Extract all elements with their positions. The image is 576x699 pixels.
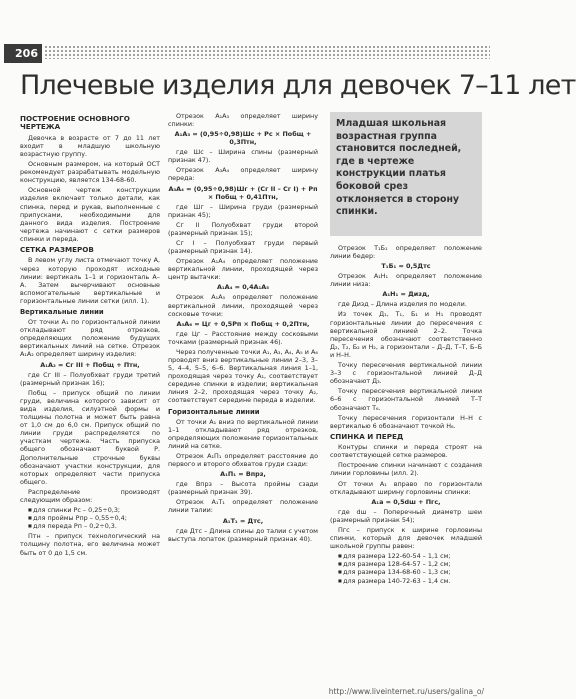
footer-url: http://www.liveinternet.ru/users/galina_o/ [328, 687, 484, 696]
paragraph: Основной чертеж конструкции изделия включает только детали, как спинка, перед и рукав, выполненные с припусками, необходимыми для данного вида изделия. Построение чертежа начинают с сетки размеров спинки и переда. [20, 186, 160, 243]
column-right [330, 112, 482, 587]
subsection-heading: Горизонтальные линии [168, 407, 260, 416]
paragraph: Точку пересечения вертикальной линии 6–6 с горизонтальной линией Т–Т обозначают Т₆. [330, 387, 482, 412]
list-item: ■ для размера 134-68-60 – 1,3 см; [338, 568, 482, 576]
paragraph: Точку пересечения вертикальной линии 3–3 с горизонтальной линией Д–Д обозначают Д₃. [330, 361, 482, 386]
subsection-heading: Вертикальные линии [20, 308, 104, 316]
formula: А₁А₂ = Сг III + Побщ + Птн, [40, 360, 140, 369]
paragraph: Через полученные точки А₁, А₃, А₄, А₅ и А₆ проводят вниз вертикальные линии 2–3, 3–5, 4–4, 5–5, 6–6. Вертикальная линия 1–1, проходящая через точку А₁, соответствует середине спинки в изделии; вертикальная линия 2–2, проходящая через точку А₂, соответствует середине переда в изделии. [168, 347, 318, 405]
formula: Т₁Б₁ = 0,5Дтс [381, 262, 431, 271]
page-number: 206 [4, 44, 42, 63]
paragraph: Пгс – припуск к ширине горловины спинки, который для девочек младшей школьной группы равен: [330, 525, 482, 551]
paragraph: Отрезок А₁А₃ определяет ширину спинки: [168, 112, 318, 129]
section-heading: СПИНКА И ПЕРЕД [330, 431, 404, 441]
paragraph: От точки А₁ по горизонтальной линии откладывают ряд отрезков, определяющих положение будущих вертикальных линий на сетке. Отрезок А₁А₂ определяет ширину изделия: [20, 318, 160, 359]
paragraph: Контуры спинки и переда строят на соответствующей сетке размеров. [330, 443, 482, 460]
list-item: ■ для переда Рп – 0,2÷0,3. [28, 522, 160, 530]
paragraph: где Сг III – Полуобхват груди третий (размерный признак 16); [20, 370, 160, 387]
formula: А₅А₆ = Цг + 0,5Рп × Побщ + 0,2Птн, [176, 319, 310, 328]
bullet-list [20, 506, 160, 530]
bullet-list [330, 552, 482, 584]
page-title: Плечевые изделия для девочек 7–11 лет [20, 70, 576, 101]
list-item: ■ для размера 128-64-57 – 1,2 см; [338, 560, 482, 568]
section-heading: ПОСТРОЕНИЕ ОСНОВНОГО ЧЕРТЕЖА [20, 114, 130, 132]
paragraph: где dш – Поперечный диаметр шеи (размерный признак 54); [330, 507, 482, 524]
formula: А₁А₃ = (0,95÷0,98)Шс + Рс × Побщ + 0,3Птн, [174, 130, 312, 147]
list-item: ■ для размера 140-72-63 – 1,4 см. [338, 577, 482, 585]
paragraph: Отрезок Т₁Б₁ определяет положение линии бедер: [330, 244, 482, 261]
formula: А₁П₁ = Впрз, [220, 470, 266, 479]
paragraph: Отрезок А₁А₅ определяет положение вертикальной линии, проходящей через сосковые точки: [168, 293, 318, 318]
paragraph: Построение спинки начинают с создания линии горловины (илл. 2). [330, 461, 482, 478]
paragraph: Основным размером, на который ОСТ рекомендует разрабатывать модельную конструкцию, является 134-68-60. [20, 160, 160, 185]
paragraph: Отрезок А₁А₄ определяет положение вертикальной линии, проходящей через центр вытачки: [168, 257, 318, 282]
callout-box: Младшая школьная возрастная группа становится последней, где в чертеже конструкции платья боковой срез отклоняется в сторону спинки. [330, 112, 482, 236]
section-heading: СЕТКА РАЗМЕРОВ [20, 245, 94, 255]
paragraph: От точки А₁ вправо по горизонтали откладывают ширину горловины спинки: [330, 479, 482, 496]
paragraph: Птн – припуск технологический на толщину полотна, его величина может быть от 0 до 1,5 см. [20, 532, 160, 557]
paragraph: где Дизд – Длина изделия по модели. [338, 300, 467, 309]
formula: А₃А₄ = (0,95÷0,98)Шг + (Сг II – Сг I) + Рп × Побщ + 0,41Птн, [168, 184, 318, 201]
paragraph: Сг II Полуобхват груди второй (размерный признак 15); [168, 220, 318, 237]
column-left [20, 112, 160, 559]
formula: А₁Т₁ = Дтс, [222, 516, 264, 525]
paragraph: Побщ – припуск общий по линии груди, величина которого зависит от вида изделия, силуэтной формы и толщины полотна и может быть равна от 1,0 см до 6,0 см. Припуск общий по линии груди распределяется по участкам чертежа. Часть припуска общего обозначают буквой Р. Дополнительные строчные буквы обозначают участки конструкции, для которых определяют части припуска общего. [20, 388, 160, 486]
paragraph: Отрезок А₁П₁ определяет расстояние до первого и второго обхватов груди сзади: [168, 452, 318, 469]
paragraph: Девочка в возрасте от 7 до 11 лет входит в младшую школьную возрастную группу. [20, 133, 160, 158]
paragraph: Отрезок А₁Т₁ определяет положение линии талии: [168, 498, 318, 515]
paragraph: Сг I – Полуобхват груди первый (размерный признак 14). [168, 238, 318, 256]
column-middle [168, 112, 318, 545]
paragraph: где Шг – Ширина груди (размерный признак 45); [168, 202, 318, 219]
paragraph: где Дтс – Длина спины до талии с учетом выступа лопаток (размерный признак 40). [168, 526, 318, 543]
paragraph: где Шс – Ширина спины (размерный признак 47). [168, 148, 318, 165]
list-item: ■ для проймы Рпр – 0,55÷0,4; [28, 514, 160, 522]
paragraph: Распределение производят следующим образом: [20, 487, 160, 504]
list-item: ■ для спинки Рс – 0,25÷0,3; [28, 506, 160, 514]
paragraph: Отрезок А₃А₄ определяет ширину переда: [168, 166, 318, 183]
formula: А₁А₄ = 0,4А₁А₅ [216, 283, 270, 292]
paragraph: Отрезок А₁Н₁ определяет положение линии низа: [330, 272, 482, 289]
paragraph: Точку пересечения горизонтали Н–Н с вертикалью 6 обозначают точкой Н₆. [330, 413, 482, 430]
paragraph: где Впрз – Высота проймы сзади (размерный признак 39). [168, 480, 318, 497]
paragraph: Из точек Д₁, Т₁, Б₁ и Н₁ проводят горизонтальные линии до пересечения с вертикальной линией 2–2. Точка пересечения обозначают соответственно Д₂, Т₂, Б₂ и Н₂, а горизонтали – Д–Д, Т–Т, Б–Б и Н–Н. [330, 310, 482, 359]
paragraph: где Цг – Расстояние между сосковыми точками (размерный признак 46). [168, 329, 318, 346]
formula: А₁Н₁ = Дизд, [382, 290, 430, 299]
paragraph: От точки А₁ вниз по вертикальной линии 1–1 откладывают ряд отрезков, определяющих положение горизонтальных линий на сетке. [168, 417, 318, 450]
paragraph: В левом углу листа отмечают точку А, через которую проходят исходные линии: вертикаль 1–1 и горизонталь А–А. Затем вычерчивают основные вспомогательные вертикальные и горизонтальные линии сетки (илл. 1). [20, 256, 160, 305]
formula: А₁а = 0,5dш + Пгс, [371, 497, 441, 506]
list-item: ■ для размера 122-60-54 – 1,1 см; [338, 552, 482, 560]
header-dot-band [44, 45, 490, 59]
